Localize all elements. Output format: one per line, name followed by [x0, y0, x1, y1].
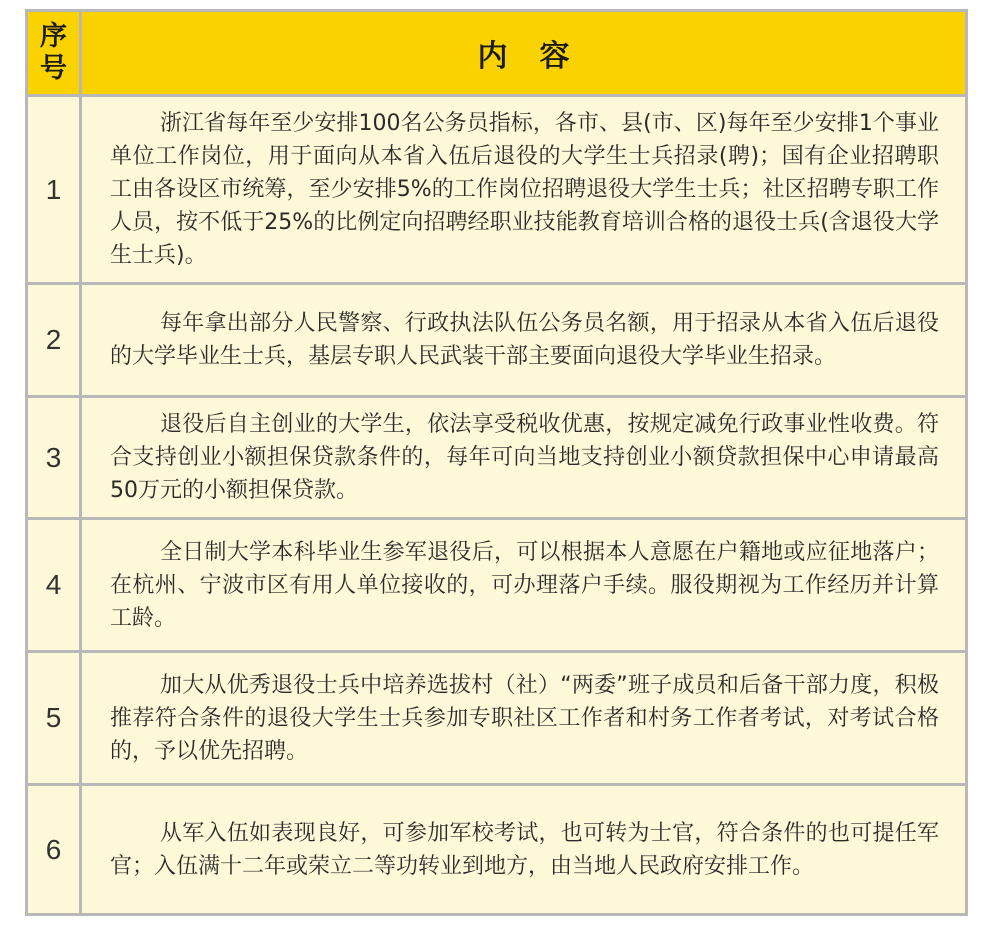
- row-content: 浙江省每年至少安排100名公务员指标，各市、县(市、区)每年至少安排1个事业单位工作岗位，用于面向从本省入伍后退役的大学生士兵招录(聘)；国有企业招聘职工由各设区市统筹，至少安排5%的工作岗位招聘退役大学生士兵；社区招聘专职工作人员，按不低于25%的比例定向招聘经职业技能教育培训合格的退役士兵(含退役大学生士兵)。: [81, 96, 967, 284]
- row-number: 2: [27, 284, 81, 397]
- table-row: [27, 284, 967, 397]
- row-number: 5: [27, 652, 81, 785]
- table-row: [27, 519, 967, 652]
- row-number: 1: [27, 96, 81, 284]
- header-number-line1: 序: [40, 21, 67, 52]
- header-content: 内容: [81, 11, 967, 96]
- table-row: [27, 785, 967, 915]
- header-row: [27, 11, 967, 96]
- header-number: [27, 11, 81, 96]
- policy-table: [25, 9, 968, 916]
- row-content: 加大从优秀退役士兵中培养选拔村（社）“两委”班子成员和后备干部力度，积极推荐符合条件的退役大学生士兵参加专职社区工作者和村务工作者考试，对考试合格的，予以优先招聘。: [81, 652, 967, 785]
- header-number-line2: 号: [40, 53, 67, 84]
- table-row: [27, 397, 967, 519]
- row-content: 全日制大学本科毕业生参军退役后，可以根据本人意愿在户籍地或应征地落户；在杭州、宁波市区有用人单位接收的，可办理落户手续。服役期视为工作经历并计算工龄。: [81, 519, 967, 652]
- row-number: 3: [27, 397, 81, 519]
- row-number: 6: [27, 785, 81, 915]
- row-content: 每年拿出部分人民警察、行政执法队伍公务员名额，用于招录从本省入伍后退役的大学毕业生士兵，基层专职人民武装干部主要面向退役大学毕业生招录。: [81, 284, 967, 397]
- table-row: [27, 96, 967, 284]
- row-number: 4: [27, 519, 81, 652]
- table-row: [27, 652, 967, 785]
- row-content: 退役后自主创业的大学生，依法享受税收优惠，按规定减免行政事业性收费。符合支持创业小额担保贷款条件的，每年可向当地支持创业小额贷款担保中心申请最高50万元的小额担保贷款。: [81, 397, 967, 519]
- row-content: 从军入伍如表现良好，可参加军校考试，也可转为士官，符合条件的也可提任军官；入伍满十二年或荣立二等功转业到地方，由当地人民政府安排工作。: [81, 785, 967, 915]
